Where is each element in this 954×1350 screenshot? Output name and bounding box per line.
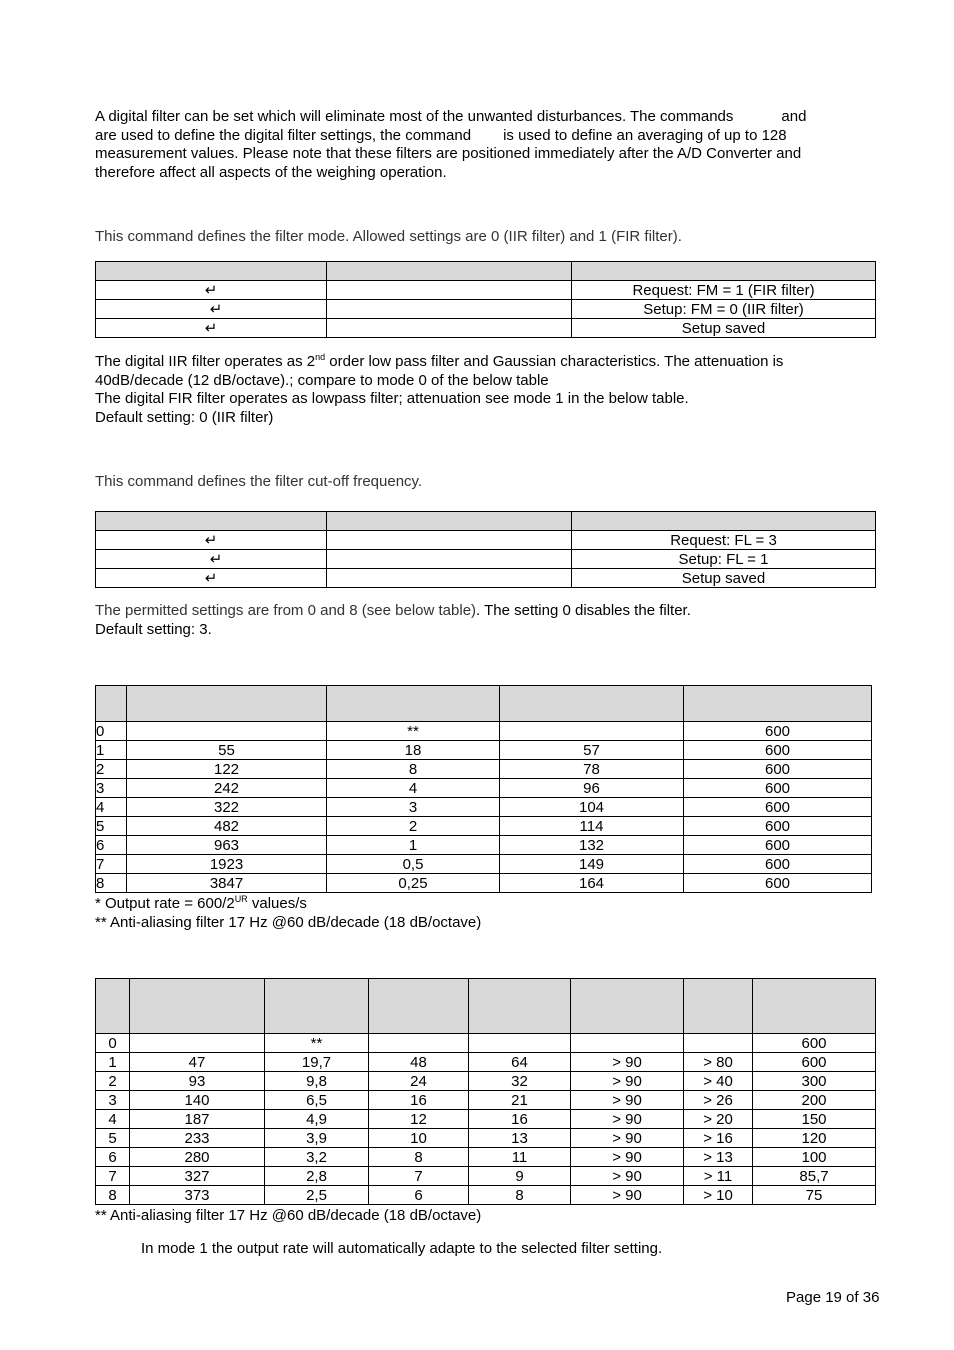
fm-result: Request: FM = 1 (FIR filter) [572,281,876,300]
iir-filter-table [95,685,872,893]
table-row [96,281,876,300]
table-cell: 100 [753,1148,876,1167]
fm-table-header [96,262,876,281]
fm-command-table [95,261,876,338]
fl-result: Request: FL = 3 [572,531,876,550]
iir-footnotes: * Output rate = $600/2^{UR}$ values/s ** Anti-aliasing filter 17 Hz @60 dB/decade (18 dB/octave) [95,894,482,931]
table-cell: 16 [369,1091,469,1110]
table-cell: 132 [500,836,684,855]
table-cell: 3 [96,779,127,798]
return-icon: ↵ [204,319,218,337]
table-row [96,817,872,836]
table-cell [469,1034,571,1053]
table-cell: > 90 [571,1053,684,1072]
intro-line-4: therefore affect all aspects of the weighing operation. [95,163,447,181]
table-cell: 48 [369,1053,469,1072]
table-cell: 78 [500,760,684,779]
fm-result: Setup saved [572,319,876,338]
table-cell: 4 [96,1110,130,1129]
table-cell: 64 [469,1053,571,1072]
table-cell: 104 [500,798,684,817]
table-cell: 2,8 [265,1167,369,1186]
table-cell: 150 [753,1110,876,1129]
table-cell: 75 [753,1186,876,1205]
table-cell: 55 [127,741,327,760]
table-row [96,1129,876,1148]
table-cell: > 90 [571,1186,684,1205]
table-cell: > 26 [684,1091,753,1110]
iir-table-body [96,722,872,893]
table-cell: 3,2 [265,1148,369,1167]
table-cell [684,1034,753,1053]
fl-result: Setup: FL = 1 [572,550,876,569]
table-cell: 93 [130,1072,265,1091]
page-number: Page 19 of 36 [786,1289,880,1306]
intro-line-1a: A digital filter can be set which will eliminate most of the unwanted disturbances. The commands [95,108,734,125]
table-cell: 1923 [127,855,327,874]
table-cell: 8 [96,1186,130,1205]
table-cell: 600 [684,741,872,760]
table-row [96,300,876,319]
table-cell: > 90 [571,1110,684,1129]
table-row [96,779,872,798]
table-cell: 327 [130,1167,265,1186]
return-icon: ↵ [204,569,218,587]
table-cell: > 20 [684,1110,753,1129]
fl-result: Setup saved [572,569,876,588]
table-cell: 600 [684,798,872,817]
table-row [96,855,872,874]
table-cell: 149 [500,855,684,874]
table-row [96,1034,876,1053]
table-cell: 6 [96,836,127,855]
fm-result: Setup: FM = 0 (IIR filter) [572,300,876,319]
table-cell: 300 [753,1072,876,1091]
table-cell: 5 [96,1129,130,1148]
return-icon: ↵ [204,531,218,549]
table-cell: 3 [96,1091,130,1110]
intro-line-3: measurement values. Please note that these filters are positioned immediately after the A/D Converter and [95,145,802,162]
table-cell: 1 [96,1053,130,1072]
table-cell: 3 [327,798,500,817]
table-cell: 233 [130,1129,265,1148]
table-cell [130,1034,265,1053]
table-cell: 140 [130,1091,265,1110]
table-cell: ** [265,1034,369,1053]
table-row [96,798,872,817]
fir-footnote: ** Anti-aliasing filter 17 Hz @60 dB/decade (18 dB/octave) [95,1207,482,1224]
table-cell: > 10 [684,1186,753,1205]
table-cell: 5 [96,817,127,836]
table-row [96,1072,876,1091]
table-cell: 0,5 [327,855,500,874]
table-cell: 280 [130,1148,265,1167]
table-cell: 1 [96,741,127,760]
table-cell: 8 [469,1186,571,1205]
table-cell: 16 [469,1110,571,1129]
table-cell: ** [327,722,500,741]
intro-line-2b: is used to define an averaging of up to 128 [503,126,787,144]
table-row [96,550,876,569]
table-cell: > 90 [571,1129,684,1148]
table-cell: 47 [130,1053,265,1072]
table-cell: 242 [127,779,327,798]
table-cell: > 90 [571,1091,684,1110]
table-cell: 6,5 [265,1091,369,1110]
table-cell [369,1034,469,1053]
table-cell: > 11 [684,1167,753,1186]
table-cell: 164 [500,874,684,893]
table-cell: 600 [684,779,872,798]
return-icon: ↵ [209,300,223,318]
table-cell: 4 [327,779,500,798]
table-cell: 600 [753,1053,876,1072]
table-cell: 2 [96,760,127,779]
table-cell: 600 [684,855,872,874]
table-cell: 200 [753,1091,876,1110]
table-cell: 8 [96,874,127,893]
table-cell: 0 [96,722,127,741]
table-row [96,1148,876,1167]
table-cell: 13 [469,1129,571,1148]
fir-table-header [96,979,876,1034]
table-cell: 9 [469,1167,571,1186]
iir-table-header [96,686,872,722]
table-cell: 7 [96,1167,130,1186]
fm-description: This command defines the filter mode. Allowed settings are 0 (IIR filter) and 1 (FIR filter). [95,228,682,245]
closing-note: In mode 1 the output rate will automatically adapte to the selected filter setting. [141,1240,663,1257]
fl-notes: The permitted settings are from 0 and 8 (see below table). The setting 0 disables the filter. Default setting: 3. [95,602,691,638]
table-cell: 120 [753,1129,876,1148]
intro-line-2a: are used to define the digital filter settings, the command [95,126,472,144]
table-cell: 3847 [127,874,327,893]
table-cell: 12 [369,1110,469,1129]
table-cell: 6 [96,1148,130,1167]
table-cell: 600 [684,760,872,779]
table-cell [500,722,684,741]
return-icon: ↵ [209,550,223,568]
table-cell: 9,8 [265,1072,369,1091]
table-cell: 18 [327,741,500,760]
table-cell: 8 [369,1148,469,1167]
table-cell: 10 [369,1129,469,1148]
table-cell: 1 [327,836,500,855]
return-icon: ↵ [204,281,218,299]
table-cell: 373 [130,1186,265,1205]
table-cell: 11 [469,1148,571,1167]
table-cell: 96 [500,779,684,798]
table-cell: 85,7 [753,1167,876,1186]
table-cell: 2,5 [265,1186,369,1205]
table-cell: 2 [327,817,500,836]
table-cell: 57 [500,741,684,760]
table-row [96,1167,876,1186]
table-row [96,319,876,338]
fl-description: This command defines the filter cut-off frequency. [95,473,423,490]
table-cell: > 16 [684,1129,753,1148]
table-row [96,1053,876,1072]
table-row [96,569,876,588]
table-cell: 600 [753,1034,876,1053]
table-cell: > 90 [571,1072,684,1091]
fir-table-body [96,1034,876,1205]
table-cell: 482 [127,817,327,836]
intro-paragraph [95,108,885,182]
table-cell: 21 [469,1091,571,1110]
fir-filter-table [95,978,876,1205]
table-cell: 4 [96,798,127,817]
table-cell [127,722,327,741]
table-row [96,531,876,550]
table-cell: 7 [369,1167,469,1186]
table-cell: 24 [369,1072,469,1091]
table-cell: 6 [369,1186,469,1205]
table-cell: 8 [327,760,500,779]
table-cell: 187 [130,1110,265,1129]
table-row [96,760,872,779]
fm-notes: The digital IIR filter operates as 2nd order low pass filter and Gaussian characteristics. The attenuation is 40dB/decade (12 dB/octave).; compare to mode 0 of the below table The digital FIR filter operates as lowpass filter; attenuation see mode 1 in the below table. Default setting: 0 (IIR filter) [95,352,784,426]
table-cell: > 90 [571,1148,684,1167]
table-cell: 963 [127,836,327,855]
table-cell: 2 [96,1072,130,1091]
table-cell: 600 [684,836,872,855]
table-cell: 19,7 [265,1053,369,1072]
table-row [96,1091,876,1110]
table-cell: 7 [96,855,127,874]
table-row [96,874,872,893]
table-cell: 600 [684,874,872,893]
table-cell: 4,9 [265,1110,369,1129]
table-row [96,1110,876,1129]
fl-command-table [95,511,876,588]
table-row [96,1186,876,1205]
table-cell: 3,9 [265,1129,369,1148]
table-cell: > 13 [684,1148,753,1167]
table-cell: > 40 [684,1072,753,1091]
table-row [96,836,872,855]
table-cell: 600 [684,817,872,836]
table-row [96,741,872,760]
table-cell: > 90 [571,1167,684,1186]
intro-line-1b: and [781,108,807,125]
table-cell: 122 [127,760,327,779]
table-cell: 114 [500,817,684,836]
table-cell: > 80 [684,1053,753,1072]
table-cell [571,1034,684,1053]
table-cell: 32 [469,1072,571,1091]
table-row [96,722,872,741]
table-cell: 0 [96,1034,130,1053]
table-cell: 0,25 [327,874,500,893]
table-cell: 322 [127,798,327,817]
fl-table-header [96,512,876,531]
table-cell: 600 [684,722,872,741]
